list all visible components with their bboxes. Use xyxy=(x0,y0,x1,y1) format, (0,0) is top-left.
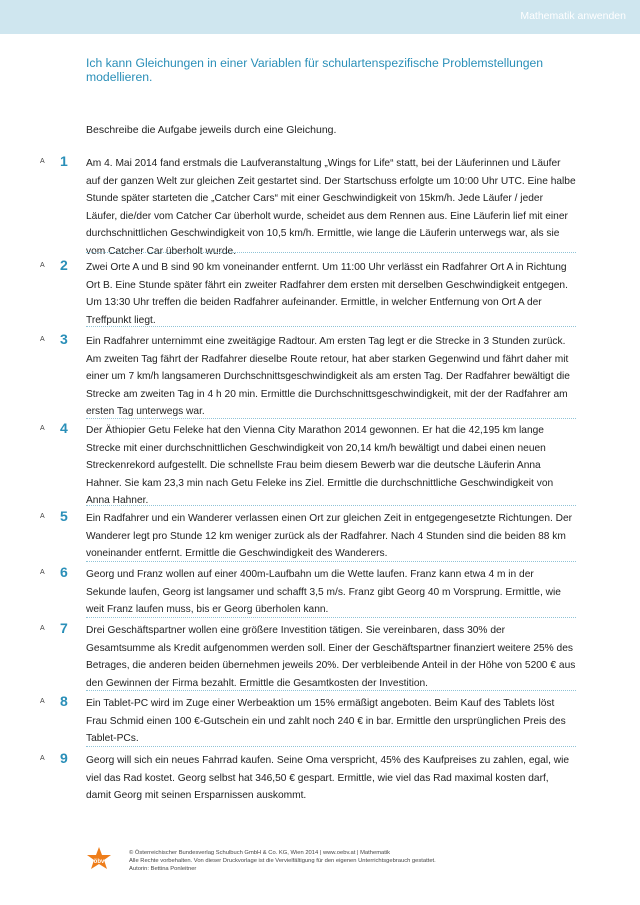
task-level: A xyxy=(40,698,45,705)
task-number: 1 xyxy=(60,153,68,169)
copyright-line: © Österreichischer Bundesverlag Schulbuch GmbH & Co. KG, Wien 2014 | www.oebv.at | Mathematik xyxy=(129,850,391,856)
divider xyxy=(86,505,576,506)
task-number: 3 xyxy=(60,331,68,347)
task-text: Georg will sich ein neues Fahrrad kaufen. Seine Oma verspricht, 45% des Kaufpreises zu zahlen, egal, wie viel das Rad kostet. Georg selbst hat 346,50 € gespart. Ermittle, wie viel das Rad maximal kosten darf, damit Georg mit seinen Ersparnissen auskommt. xyxy=(86,755,570,802)
task-number: 9 xyxy=(60,750,68,766)
task-level: A xyxy=(40,336,45,343)
header-title: Mathematik anwenden xyxy=(520,10,626,22)
task-level: A xyxy=(40,755,45,762)
task-number: 6 xyxy=(60,564,68,580)
task-number: 2 xyxy=(60,257,68,273)
task-text: Ein Radfahrer unternimmt eine zweitägige Radtour. Am ersten Tag legt er die Strecke in 3 Stunden zurück. Am zweiten Tag fährt der Radfahrer dieselbe Route retour, hat aber starken Gegenwind und fährt daher mit einer um 7 km/h langsameren Durchschnittsgeschwindigkeit als am ersten Tag. Der Radfahrer bewältigt die Strecke am zweiten Tag in 4 h 20 min. Ermittle die Durchschnittsgeschwindigkeit, mit der der Radfahrer am ersten Tag unterwegs war. xyxy=(86,336,570,418)
footer xyxy=(129,849,436,873)
task-number: 7 xyxy=(60,620,68,636)
svg-text:öbv: öbv xyxy=(93,859,105,865)
task-text: Georg und Franz wollen auf einer 400m-Laufbahn um die Wette laufen. Franz kann etwa 4 m in der Sekunde laufen, Georg ist langsamer und schafft 3,5 m/s. Franz gibt Georg 40 m Vorsprung. Ermittle, wie weit Franz laufen muss, bis er Georg überholen kann. xyxy=(86,569,561,616)
divider xyxy=(86,746,576,747)
task-level: A xyxy=(40,425,45,432)
task-number: 5 xyxy=(60,508,68,524)
publisher-logo xyxy=(86,847,112,873)
task-text: Ein Radfahrer und ein Wanderer verlassen einen Ort zur gleichen Zeit in entgegengesetzte Richtungen. Der Wanderer legt pro Stunde 12 km weniger zurück als der Radfahrer. Nach 4 Stunden sind die beiden 88 km voneinander entfernt. Ermittle die Geschwindigkeit des Wanderers. xyxy=(86,513,573,560)
task-text: Zwei Orte A und B sind 90 km voneinander entfernt. Um 11:00 Uhr verlässt ein Radfahrer Ort A in Richtung Ort B. Eine Stunde später fährt ein zweiter Radfahrer dem ersten mit derselben Geschwindigkeit entgegen. Um 13:30 Uhr treffen die beiden Radfahrer aufeinander. Ermittle, in welcher Entfernung von Ort A der Treffpunkt liegt. xyxy=(86,262,568,326)
task-level: A xyxy=(40,513,45,520)
divider xyxy=(86,690,576,691)
task-level: A xyxy=(40,262,45,269)
divider xyxy=(86,326,576,327)
task-number: 4 xyxy=(60,420,68,436)
header-bar xyxy=(0,0,640,34)
task-text: Ein Tablet-PC wird im Zuge einer Werbeaktion um 15% ermäßigt angeboten. Beim Kauf des Tablets löst Frau Schmid einen 100 €-Gutschein ein und zahlt noch 240 € in bar. Ermittle den ursprünglichen Preis des Tablet-PCs. xyxy=(86,698,566,745)
task-level: A xyxy=(40,569,45,576)
task-level: A xyxy=(40,158,45,165)
page-heading: Ich kann Gleichungen in einer Variablen für schulartenspezifische Problemstellungen modellieren. xyxy=(86,56,544,84)
divider xyxy=(86,252,576,253)
task-number: 8 xyxy=(60,693,68,709)
rights-line: Alle Rechte vorbehalten. Von dieser Druckvorlage ist die Vervielfältigung für den eigenen Unterrichtsgebrauch gestattet. xyxy=(129,858,436,864)
instruction-text: Beschreibe die Aufgabe jeweils durch eine Gleichung. xyxy=(86,124,337,136)
task-text: Der Äthiopier Getu Feleke hat den Vienna City Marathon 2014 gewonnen. Er hat die 42,195 km lange Strecke mit einer durchschnittlichen Geschwindigkeit von 20,14 km/h bewältigt und dabei einen neuen Streckenrekord aufgestellt. Die schnellste Frau beim diesem Bewerb war die deutsche Läuferin Anna Hahner. Sie kam 23,3 min nach Getu Feleke ins Ziel. Ermittle die durchschnittliche Geschwindigkeit von Anna Hahner. xyxy=(86,425,554,507)
divider xyxy=(86,617,576,618)
task-text: Drei Geschäftspartner wollen eine größere Investition tätigen. Sie vereinbaren, dass 30% der Gesamtsumme als Kredit aufgenommen werden soll. Einer der Geschäftspartner finanziert weitere 25% des Betrages, die anderen beiden übernehmen jeweils 20%. Der verbleibende Anteil in der Höhe von 5200 € aus den Gewinnen der Firma bezahlt. Ermittle die Gesamtkosten der Investition. xyxy=(86,625,576,689)
divider xyxy=(86,418,576,419)
task-level: A xyxy=(40,625,45,632)
divider xyxy=(86,561,576,562)
author-line: Autorin: Bettina Ponleitner xyxy=(129,866,197,872)
task-text: Am 4. Mai 2014 fand erstmals die Laufveranstaltung „Wings for Life“ statt, bei der Läuferinnen und Läufer auf der ganzen Welt zur gleichen Zeit gestartet sind. Der Startschuss erfolgte um 10:00 Uhr UTC. Eine halbe Stunde später starteten die „Catcher Cars“ mit einer Geschwindigkeit von 15km/h. Jede Läufer / jeder Läufer, die/der vom Catcher Car überholt wurde, scheidet aus dem Rennen aus. Eine Läuferin lief mit einer durchschnittlichen Geschwindigkeit von 10,5 km/h. Ermittle, wie lange die Läuferin unterwegs war, als sie vom Catcher Car überholt wurde. xyxy=(86,158,576,257)
